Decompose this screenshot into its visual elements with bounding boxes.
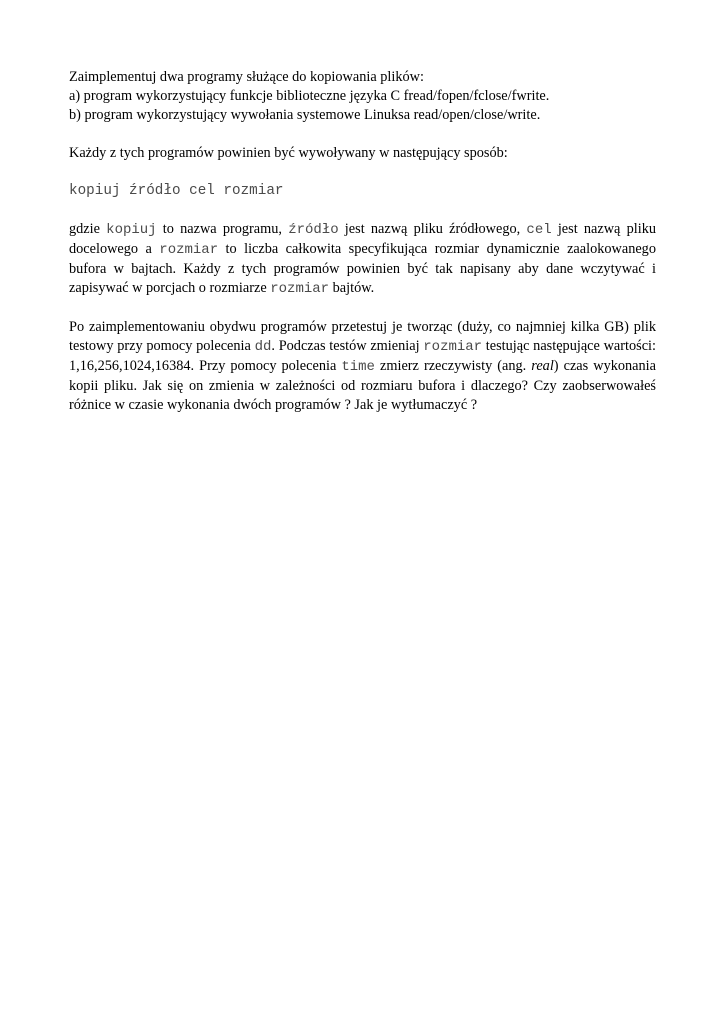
description-paragraph — [69, 220, 656, 299]
description-text-6: bajtów. — [329, 280, 375, 296]
testing-text-1: Po zaimplementowaniu obydwu programów przetestuj je tworząc (duży, co najmniej kilka GB) plik testowy przy pomocy polecenia — [69, 319, 656, 354]
testing-text-2: . Podczas testów zmieniaj — [271, 338, 424, 354]
usage-command: kopiuj źródło cel rozmiar — [69, 183, 284, 199]
testing-text-5: ) czas wykonania kopii pliku. Jak się on zmienia w zależności od rozmiaru bufora i dlaczego? Czy zaobserwowałeś różnice w czasie wykonania dwóch programów ? Jak je wytłumaczyć ? — [69, 358, 656, 413]
intro-line-option-a: a) program wykorzystujący funkcje biblioteczne języka C fread/fopen/fclose/fwrite. — [69, 88, 550, 104]
code-rozmiar: rozmiar — [159, 242, 219, 258]
usage-paragraph — [69, 144, 656, 163]
description-text-3: jest nazwą pliku źródłowego, — [338, 221, 527, 237]
code-zrodlo: źródło — [288, 222, 339, 238]
code-dd: dd — [254, 339, 272, 355]
description-text-2: to nazwa programu, — [156, 221, 289, 237]
intro-line-task: Zaimplementuj dwa programy służące do kopiowania plików: — [69, 69, 424, 85]
code-kopiuj: kopiuj — [106, 222, 157, 238]
testing-paragraph — [69, 318, 656, 415]
description-text-4: jest nazwą pliku docelowego a — [69, 221, 656, 257]
description-text-5: to liczba całkowita specyfikująca rozmiar dynamicznie zaalokowanego bufora w bajtach. Każdy z tych programów powinien być tak napisany aby dane wczytywać i zapisywać w porcjach o rozmiarze — [69, 241, 656, 296]
code-rozmiar-3: rozmiar — [423, 339, 483, 355]
intro-line-option-b: b) program wykorzystujący wywołania systemowe Linuksa read/open/close/write. — [69, 107, 541, 123]
italic-real: real — [531, 358, 554, 374]
testing-text-4: zmierz rzeczywisty (ang. — [374, 358, 532, 374]
usage-text: Każdy z tych programów powinien być wywoływany w następujący sposób: — [69, 145, 508, 161]
code-time: time — [341, 359, 375, 375]
description-text-1: gdzie — [69, 221, 107, 237]
document-page — [69, 68, 656, 415]
code-cel: cel — [526, 222, 552, 238]
code-rozmiar-2: rozmiar — [270, 281, 330, 297]
testing-text-3: testując następujące wartości: 1,16,256,1024,16384. Przy pomocy polecenia — [69, 338, 656, 374]
intro-paragraph — [69, 68, 656, 125]
